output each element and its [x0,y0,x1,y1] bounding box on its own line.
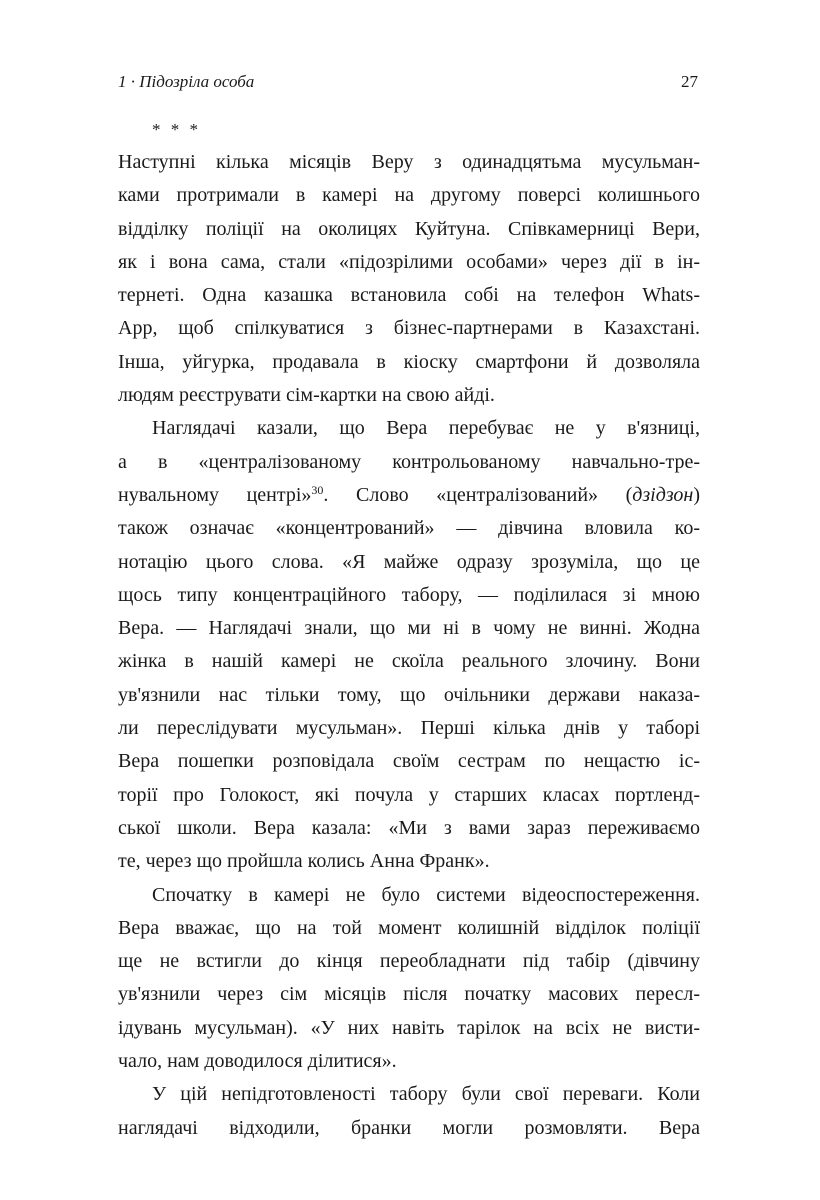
text-segment: нувальному центрі» [118,483,312,506]
text-line-with-footnote [118,479,700,512]
text-line: те, через що пройшла колись Анна Франк». [118,850,490,873]
text-line: Наступні кілька місяців Веру з одинадцятьма мусульман- [118,151,700,173]
text-line: Вера вважає, що на той момент колишній відділок поліції [118,916,700,939]
paragraph-2 [118,412,700,878]
text-line: ув'язнили нас тільки тому, що очільники держави наказа- [118,683,700,706]
text-line: Наглядачі казали, що Вера перебуває не у в'язниці, [152,417,700,440]
text-line: також означає «концентрований» — дівчина вловила ко- [118,517,700,540]
text-line: тернеті. Одна казашка встановила собі на телефон Whats- [118,284,700,307]
text-line: Спочатку в камері не було системи відеоспостереження. [152,883,700,906]
paragraph-4 [118,1078,700,1145]
paragraph-3 [118,879,700,1079]
text-line: ли переслідувати мусульман». Перші кілька днів у таборі [118,717,700,740]
text-line: нотацію цього слова. «Я майже одразу зрозуміла, що це [118,550,700,573]
page-number: 27 [681,72,698,91]
text-line: відділку поліції на околицях Куйтуна. Співкамерниці Вери, [118,217,700,240]
body-text [118,146,700,1145]
text-line: щось типу концентраційного табору, — поділилася зі мною [118,583,700,606]
text-line: людям реєструвати сім-картки на свою айді. [118,384,495,407]
text-line: ще не встигли до кінця переобладнати під табір (дівчину [118,950,700,973]
text-line: У цій непідготовленості табору були свої переваги. Коли [152,1083,700,1106]
text-line: ув'язнили через сім місяців після початку масових пересл- [118,983,700,1006]
section-separator: * * * [152,120,201,139]
text-line: App, щоб спілкуватися з бізнес-партнерами в Казахстані. [118,317,700,340]
text-line: ської школи. Вера казала: «Ми з вами зараз переживаємо [118,816,700,839]
text-line: як і вона сама, стали «підозрілими особами» через дії в ін- [118,250,700,273]
text-line: Інша, уйгурка, продавала в кіоску смартфони й дозволяла [118,350,700,373]
text-line: Вера пошепки розповідала своїм сестрам по нещастю іс- [118,750,700,773]
text-line: а в «централізованому контрольованому навчально-тре- [118,450,700,473]
text-segment: ) [693,483,700,506]
text-line: Вера. — Наглядачі знали, що ми ні в чому не винні. Жодна [118,617,700,640]
italic-term: дзідзон [632,483,694,506]
text-line: ідувань мусульман). «У них навіть тарілок на всіх не висти- [118,1016,700,1039]
running-head [118,70,700,94]
chapter-title: 1 · Підозріла особа [118,72,255,91]
text-line: торії про Голокост, які почула у старших класах портленд- [118,783,700,806]
text-segment: . Слово «централізований» ( [323,483,633,506]
text-line: ками протримали в камері на другому поверсі колишнього [118,184,700,207]
footnote-reference[interactable]: 30 [311,482,324,497]
paragraph-1 [118,146,700,412]
text-line: чало, нам доводилося ділитися». [118,1050,397,1073]
text-line: наглядачі відходили, бранки могли розмовляти. Вера [118,1116,700,1139]
text-line: жінка в нашій камері не скоїла реального злочину. Вони [118,650,700,673]
